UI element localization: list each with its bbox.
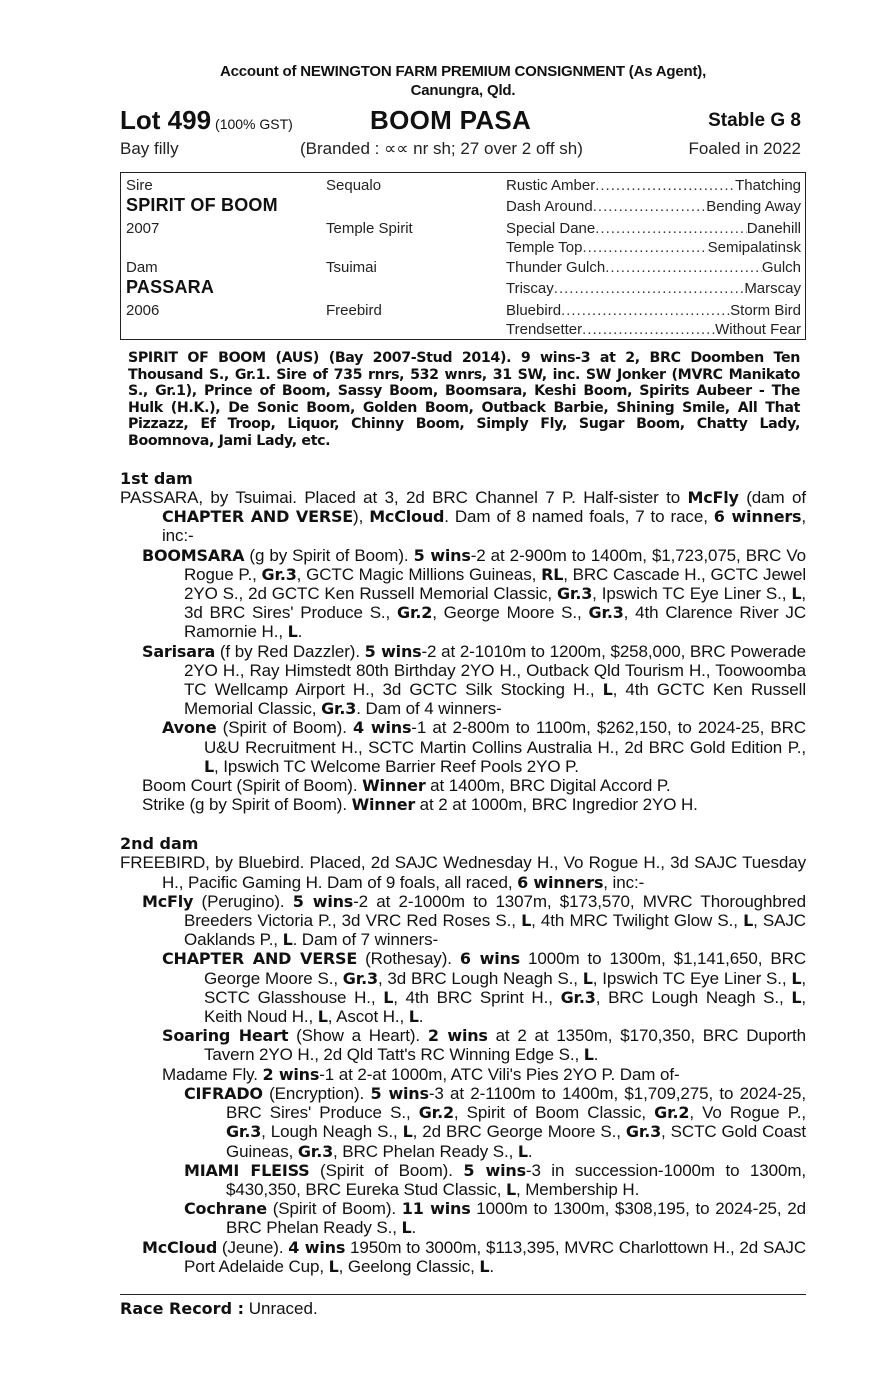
- stable-number: Stable G 8: [708, 110, 801, 131]
- bold-text: 6 winners: [517, 872, 604, 892]
- text-segment: -2 at 2-900m to 1400m, $1,723,075, BRC Vo Rogue P.,: [184, 545, 806, 584]
- bold-text: L: [287, 622, 298, 642]
- text-segment: , SCTC Glasshouse H.,: [204, 968, 806, 1007]
- text-segment: .: [527, 1141, 533, 1161]
- text-segment: , BRC Cascade H., GCTC Jewel 2YO S., 2d GCTC Ken Russell Memorial Classic,: [184, 564, 807, 604]
- pedigree-paragraph: [162, 949, 806, 1026]
- bold-text: McFly: [687, 488, 739, 507]
- text-segment: , Spirit of Boom Classic,: [453, 1103, 655, 1123]
- bold-text: L: [383, 987, 394, 1007]
- text-segment: , inc:-: [603, 872, 645, 892]
- text-segment: at 1400m, BRC Digital Accord P.: [425, 776, 671, 796]
- bold-text: L: [602, 680, 613, 700]
- text-segment: .: [593, 1045, 599, 1065]
- text-segment: , SAJC Oaklands P.,: [184, 911, 806, 950]
- brand-description: (Branded : ∝∝ nr sh; 27 over 2 off sh): [300, 139, 583, 158]
- bold-text: Gr.2: [397, 603, 433, 623]
- pedigree-table: [120, 172, 806, 340]
- text-segment: , 4th MRC Twilight Glow S.,: [531, 911, 744, 931]
- bold-text: L: [204, 756, 214, 776]
- first-dam-heading: 1st dam: [120, 469, 193, 488]
- pedigree-paragraph: [184, 1084, 806, 1161]
- bold-text: L: [743, 911, 754, 931]
- sire-year: 2007: [126, 220, 160, 237]
- text-segment: , 2d BRC George Moore S.,: [412, 1122, 626, 1142]
- pedigree-paragraph: [120, 488, 806, 546]
- dam-label: Dam: [126, 259, 158, 276]
- text-segment: . Dam of 4 winners-: [356, 699, 502, 719]
- text-segment: , 3d BRC Lough Neagh S.,: [377, 968, 583, 988]
- text-segment: -2 at 2-1000m to 1307m, $173,570, MVRC Thoroughbred Breeders Victoria P., 3d VRC Red Roses S.,: [184, 891, 807, 931]
- text-segment: , BRC Lough Neagh S.,: [595, 987, 792, 1007]
- text-segment: , 4th Clarence River JC Ramornie H.,: [184, 603, 807, 642]
- bold-text: 2 wins: [427, 1026, 488, 1046]
- vendor-account: [120, 62, 806, 100]
- bold-text: L: [408, 1007, 419, 1027]
- text-segment: , Vo Rogue P.,: [689, 1103, 806, 1123]
- sire-name: SPIRIT OF BOOM: [126, 195, 278, 215]
- pedigree-paragraph: [142, 776, 806, 795]
- bold-text: McCloud: [142, 1237, 218, 1257]
- grandparent-row: Rustic Amber ..... Thatching: [506, 176, 801, 195]
- grandparent-row: Dash Around ..... Bending Away: [506, 197, 801, 216]
- bold-text: Sarisara: [142, 641, 216, 661]
- lot-line: [120, 104, 806, 138]
- text-segment: (Encryption).: [262, 1083, 371, 1103]
- pedigree-paragraph: [162, 718, 806, 776]
- bold-text: 5 wins: [370, 1083, 429, 1103]
- bold-text: L: [328, 1256, 339, 1276]
- text-segment: , George Moore S.,: [432, 603, 589, 623]
- grandparent-row: Special Dane ..... Danehill: [506, 219, 801, 238]
- text-segment: .: [489, 1256, 494, 1276]
- bold-text: 2 wins: [262, 1064, 320, 1084]
- text-segment: . Dam of 7 winners-: [292, 930, 439, 950]
- bold-text: L: [505, 1179, 516, 1199]
- bold-text: Gr.3: [560, 987, 596, 1007]
- dam-dam: Freebird: [326, 302, 382, 319]
- bold-text: RL: [541, 564, 564, 584]
- second-dam-body: [120, 853, 806, 1275]
- text-segment: , inc:-: [162, 507, 806, 546]
- bold-text: Cochrane: [184, 1199, 267, 1219]
- pedigree-paragraph: [184, 1161, 806, 1199]
- pedigree-paragraph: [184, 1199, 806, 1237]
- text-segment: .: [297, 622, 303, 642]
- bold-text: Gr.2: [654, 1103, 690, 1123]
- text-segment: , SCTC Gold Coast Guineas,: [226, 1122, 806, 1161]
- text-segment: (Perugino).: [193, 891, 293, 911]
- bold-text: Gr.3: [625, 1122, 662, 1142]
- text-segment: , GCTC Magic Millions Guineas,: [296, 564, 542, 584]
- text-segment: , Keith Noud H.,: [204, 987, 806, 1027]
- text-segment: (Jeune).: [217, 1237, 289, 1257]
- bold-text: Gr.3: [588, 603, 624, 623]
- bold-text: L: [317, 1007, 328, 1027]
- bold-text: Winner: [362, 776, 426, 796]
- pedigree-paragraph: [162, 1026, 806, 1064]
- grandparent-row: Thunder Gulch ..... Gulch: [506, 258, 801, 277]
- pedigree-paragraph: [142, 1238, 806, 1276]
- text-segment: -1 at 2-at 1000m, ATC Vili's Pies 2YO P. Dam of-: [319, 1064, 680, 1084]
- bold-text: L: [582, 968, 593, 988]
- text-segment: -2 at 2-1010m to 1200m, $258,000, BRC Powerade 2YO H., Ray Himstedt 80th Birthday 2YO H., Outback Qld Tourism H., Toowoomba TC Wellcamp Airport H., 3d GCTC Silk Stocking H.,: [184, 641, 806, 700]
- dam-name: PASSARA: [126, 277, 215, 297]
- bold-text: McFly: [142, 891, 194, 911]
- sire-label: Sire: [126, 177, 153, 194]
- bold-text: L: [791, 584, 802, 604]
- bold-text: Gr.3: [557, 584, 593, 604]
- text-segment: at 2 at 1000m, BRC Ingredior 2YO H.: [415, 795, 698, 815]
- section-divider: [120, 1294, 806, 1295]
- sire-sire: Sequalo: [326, 177, 382, 194]
- lot-number: [120, 104, 293, 140]
- text-segment: . Dam of 8 named foals, 7 to race,: [444, 507, 714, 527]
- sire-summary: SPIRIT OF BOOM (AUS) (Bay 2007-Stud 2014). 9 wins-3 at 2, BRC Doomben Ten Thousand S., Gr.1. Sire of 735 rnrs, 532 wnrs, 31 SW, inc. SW Jonker (MVRC Manikato S., Gr.1), Prince of Boom, Sassy Boom, Boomsara, Keshi Boom, Spirits Aubeer - The Hulk (H.K.), De Sonic Boom, Golden Boom, Outback Barbie, Shining Smile, All That Pizzazz, Ef Troop, Liquor, Chinny Boom, Simply Fly, Sugar Boom, Chatty Lady, Boomnova, Jami Lady, etc.: [128, 350, 800, 449]
- text-segment: , Geelong Classic,: [338, 1256, 480, 1276]
- text-segment: (Rothesay).: [357, 949, 460, 969]
- grandparent-row: Temple Top ..... Semipalatinsk: [506, 238, 801, 257]
- text-segment: , 4th BRC Sprint H.,: [393, 987, 561, 1007]
- bold-text: MIAMI FLEISS: [184, 1160, 310, 1180]
- bold-text: L: [791, 968, 802, 988]
- bold-text: Avone: [162, 718, 217, 738]
- bold-text: McCloud: [369, 507, 445, 527]
- text-segment: Strike (g by Spirit of Boom).: [142, 795, 352, 815]
- text-segment: FREEBIRD, by Bluebird. Placed, 2d SAJC Wednesday H., Vo Rogue H., 3d SAJC Tuesday H., Pacific Gaming H. Dam of 9 foals, all raced,: [120, 853, 806, 892]
- text-segment: -3 at 2-1100m to 1400m, $1,709,275, to 2024-25, BRC Sires' Produce S.,: [226, 1083, 806, 1123]
- text-segment: Madame Fly.: [162, 1064, 263, 1084]
- grandparent-row: Trendsetter ..... Without Fear: [506, 320, 801, 339]
- text-segment: , Ipswich TC Welcome Barrier Reef Pools 2YO P.: [214, 756, 579, 776]
- bold-text: L: [517, 1141, 528, 1161]
- pedigree-paragraph: [142, 642, 806, 719]
- text-segment: at 2 at 1350m, $170,350, BRC Duporth Tavern 2YO H., 2d Qld Tatt's RC Winning Edge S.,: [204, 1026, 806, 1065]
- bold-text: L: [791, 987, 802, 1007]
- bold-text: L: [282, 930, 293, 950]
- sire-dam: Temple Spirit: [326, 220, 413, 237]
- bold-text: Gr.3: [342, 968, 378, 988]
- bold-text: 5 wins: [364, 641, 422, 661]
- text-segment: (Spirit of Boom).: [309, 1160, 464, 1180]
- pedigree-paragraph: [142, 892, 806, 950]
- text-segment: , Membership H.: [515, 1179, 640, 1199]
- text-segment: PASSARA, by Tsuimai. Placed at 3, 2d BRC Channel 7 P. Half-sister to: [120, 488, 688, 507]
- text-segment: 1000m to 1300m, $308,195, to 2024-25, 2d BRC Phelan Ready S.,: [226, 1199, 806, 1238]
- bold-text: L: [402, 1122, 413, 1142]
- text-segment: (f by Red Dazzler).: [215, 641, 365, 661]
- race-record-label: Race Record :: [120, 1298, 244, 1318]
- bold-text: L: [479, 1256, 490, 1276]
- text-segment: (Show a Heart).: [288, 1026, 428, 1046]
- bold-text: 5 wins: [413, 545, 471, 565]
- account-line-1: Account of NEWINGTON FARM PREMIUM CONSIGNMENT (As Agent),: [219, 63, 707, 80]
- text-segment: .: [418, 1007, 424, 1027]
- bold-text: Gr.3: [261, 564, 297, 584]
- pedigree-paragraph: [142, 546, 806, 642]
- text-segment: (dam of: [738, 488, 806, 507]
- bold-text: 4 wins: [288, 1237, 346, 1257]
- grandparent-row: Triscay ..... Marscay: [506, 279, 801, 298]
- race-record: [120, 1299, 806, 1319]
- bold-text: 11 wins: [401, 1199, 471, 1219]
- pedigree-paragraph: [162, 1065, 806, 1084]
- bold-text: Gr.3: [226, 1122, 262, 1142]
- text-segment: , Ipswich TC Eye Liner S.,: [592, 968, 792, 988]
- text-segment: Boom Court (Spirit of Boom).: [142, 776, 363, 796]
- bold-text: CHAPTER AND VERSE: [162, 949, 358, 969]
- account-line-2: Canungra, Qld.: [410, 82, 516, 99]
- text-segment: , Lough Neagh S.,: [261, 1122, 403, 1142]
- bold-text: BOOMSARA: [142, 545, 245, 565]
- bold-text: Winner: [351, 795, 416, 815]
- horse-name: BOOM PASA: [370, 105, 532, 135]
- race-record-value: Unraced.: [243, 1298, 318, 1318]
- text-segment: .: [411, 1218, 417, 1238]
- description-line: [120, 138, 806, 162]
- text-segment: , 4th GCTC Ken Russell Memorial Classic,: [184, 680, 806, 719]
- text-segment: , Ipswich TC Eye Liner S.,: [592, 584, 792, 604]
- bold-text: Gr.3: [297, 1141, 334, 1161]
- gst-note: (100% GST): [215, 116, 293, 132]
- bold-text: Gr.2: [418, 1103, 454, 1123]
- dam-year: 2006: [126, 302, 160, 319]
- dam-sire: Tsuimai: [326, 259, 377, 276]
- bold-text: 5 wins: [463, 1160, 526, 1180]
- bold-text: CIFRADO: [184, 1083, 263, 1103]
- second-dam-heading: 2nd dam: [120, 834, 199, 854]
- bold-text: L: [401, 1218, 412, 1238]
- text-segment: 1000m to 1300m, $1,141,650, BRC George Moore S.,: [204, 949, 806, 988]
- first-dam-body: [120, 488, 806, 814]
- bold-text: 5 wins: [292, 891, 354, 911]
- text-segment: (Spirit of Boom).: [266, 1199, 402, 1219]
- pedigree-paragraph: [120, 853, 806, 891]
- sex-colour: Bay filly: [120, 139, 179, 158]
- bold-text: L: [583, 1045, 594, 1065]
- bold-text: 6 wins: [459, 949, 521, 969]
- pedigree-paragraph: [142, 795, 806, 814]
- text-segment: , BRC Phelan Ready S.,: [333, 1141, 518, 1161]
- text-segment: 1950m to 3000m, $113,395, MVRC Charlottown H., 2d SAJC Port Adelaide Cup,: [184, 1237, 807, 1276]
- text-segment: , 3d BRC Sires' Produce S.,: [184, 584, 806, 623]
- bold-text: Soaring Heart: [162, 1026, 289, 1046]
- text-segment: , Ascot H.,: [327, 1007, 409, 1027]
- bold-text: Gr.3: [321, 699, 357, 719]
- bold-text: 4 wins: [353, 718, 412, 738]
- bold-text: 6 winners: [713, 507, 802, 527]
- text-segment: (Spirit of Boom).: [216, 718, 354, 738]
- grandparent-row: Bluebird ..... Storm Bird: [506, 301, 801, 320]
- foaled-year: Foaled in 2022: [688, 139, 801, 158]
- bold-text: CHAPTER AND VERSE: [162, 507, 354, 527]
- catalogue-page: [120, 62, 806, 1319]
- bold-text: L: [521, 911, 532, 931]
- lot-label: Lot 499: [120, 105, 212, 135]
- text-segment: ),: [353, 507, 370, 527]
- text-segment: -3 in succession-1000m to 1300m, $430,350, BRC Eureka Stud Classic,: [226, 1160, 807, 1199]
- text-segment: -1 at 2-800m to 1100m, $262,150, to 2024-25, BRC U&U Recruitment H., SCTC Martin Collins Australia H., 2d BRC Gold Edition P.,: [204, 718, 806, 757]
- text-segment: (g by Spirit of Boom).: [244, 545, 414, 565]
